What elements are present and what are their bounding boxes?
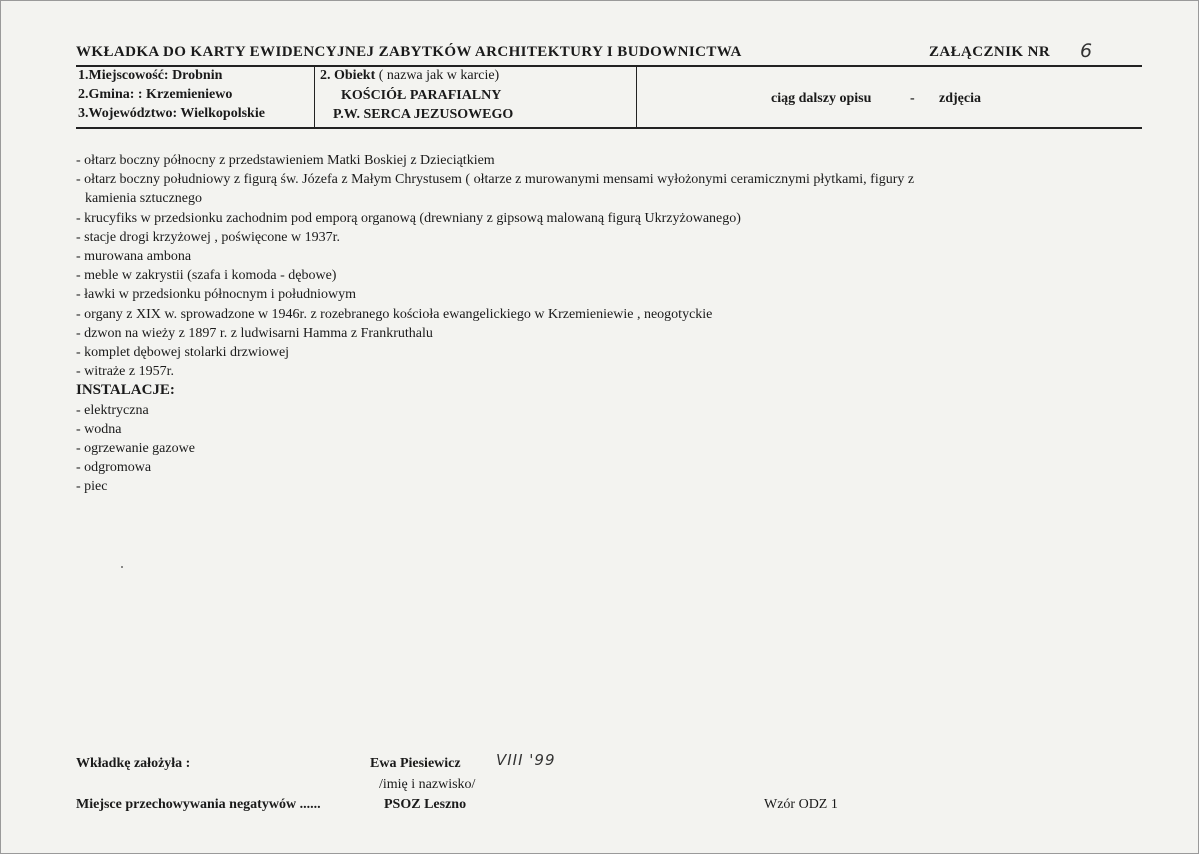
- object-name-line2: P.W. SERCA JEZUSOWEGO: [333, 107, 514, 122]
- description-content: [76, 151, 1142, 497]
- object-name-line1: KOŚCIÓŁ PARAFIALNY: [341, 88, 502, 103]
- annex-number-handwritten: 6: [1080, 40, 1093, 62]
- location-town: 1.Miejscowość: Drobnin: [78, 68, 223, 83]
- object-label-note: ( nazwa jak w karcie): [375, 68, 500, 83]
- negatives-place: PSOZ Leszno: [384, 797, 467, 812]
- negatives-label: Miejsce przechowywania negatywów ......: [76, 797, 321, 812]
- installation-item: - piec: [76, 479, 108, 495]
- author-name: Ewa Piesiewicz: [370, 756, 461, 771]
- continuation-photos: zdjęcia: [939, 91, 981, 106]
- list-item: - ołtarz boczny północny z przedstawieniem Matki Boskiej z Dzieciątkiem: [76, 153, 495, 168]
- continuation-label: ciąg dalszy opisu: [771, 91, 872, 106]
- template-code: Wzór ODZ 1: [764, 797, 838, 812]
- list-item-continuation: kamienia sztucznego: [85, 191, 203, 207]
- scan-speck: [121, 566, 123, 568]
- document-header: [76, 40, 1142, 64]
- cell-divider-2: [636, 66, 637, 127]
- list-item: - murowana ambona: [76, 249, 192, 265]
- location-commune: 2.Gmina: : Krzemieniewo: [78, 87, 233, 102]
- annex-label: ZAŁĄCZNIK NR: [929, 44, 1051, 60]
- installation-item: - ogrzewanie gazowe: [76, 441, 195, 457]
- cell-divider-1: [314, 66, 315, 127]
- object-label-row: [320, 67, 499, 85]
- list-item: - meble w zakrystii (szafa i komoda - dębowe): [76, 268, 337, 284]
- object-label: 2. Obiekt: [320, 68, 376, 83]
- list-item: - ołtarz boczny południowy z figurą św. Józefa z Małym Chrystusem ( ołtarze z murowanymi mensami wyłożonymi ceramicznymi płytkami, figury z: [76, 172, 915, 188]
- installation-item: - odgromowa: [76, 460, 152, 476]
- list-item: - stacje drogi krzyżowej , poświęcone w 1937r.: [76, 229, 340, 245]
- header-rule-bottom: [76, 127, 1142, 129]
- continuation-separator: -: [910, 91, 915, 106]
- list-item: - ławki w przedsionku północnym i południowym: [76, 287, 356, 303]
- list-item: - witraże z 1957r.: [76, 364, 174, 380]
- created-by-label: Wkładkę założyła :: [76, 756, 191, 771]
- list-item: - dzwon na wieży z 1897 r. z ludwisarni Hamma z Frankruthalu: [76, 325, 433, 341]
- document-title: WKŁADKA DO KARTY EWIDENCYJNEJ ZABYTKÓW ARCHITEKTURY I BUDOWNICTWA: [76, 44, 742, 60]
- installation-item: - elektryczna: [76, 402, 149, 418]
- handwritten-date: VIII '99: [496, 751, 556, 769]
- list-item: - komplet dębowej stolarki drzwiowej: [76, 345, 290, 361]
- location-voivodeship: 3.Województwo: Wielkopolskie: [78, 106, 265, 121]
- list-item: - organy z XIX w. sprowadzone w 1946r. z rozebranego kościoła ewangelickiego w Krzemieniewie , neogotyckie: [76, 306, 713, 322]
- list-item: - krucyfiks w przedsionku zachodnim pod emporą organową (drewniany z gipsową malowaną figurą Ukrzyżowanego): [76, 210, 741, 226]
- installation-item: - wodna: [76, 421, 122, 437]
- name-hint: /imię i nazwisko/: [379, 777, 476, 792]
- header-rule-top: [76, 65, 1142, 67]
- installations-heading: INSTALACJE:: [76, 382, 175, 399]
